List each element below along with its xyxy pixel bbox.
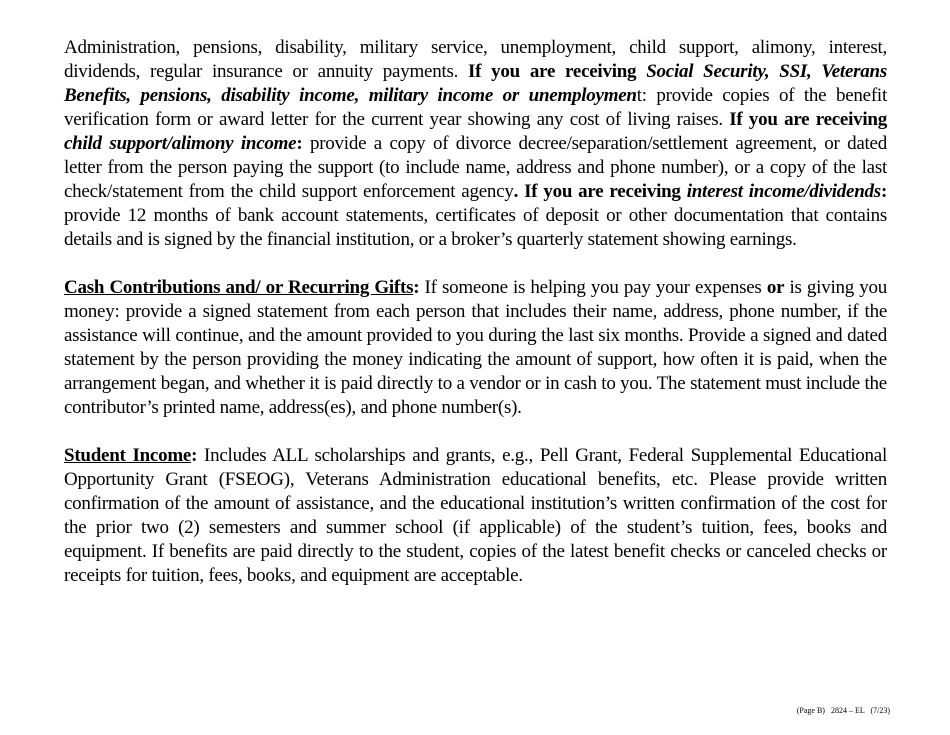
student-income-paragraph [64,444,887,588]
text: or [766,277,785,298]
income-documentation-paragraph [64,36,887,252]
text: child support/alimony income [64,133,297,154]
text: Administration, pensions, disability, military service, unemployment, child support, alimony, interest, dividends, regular insurance or annuity payments. [64,37,887,82]
document-page [64,36,887,612]
text: provide a copy of divorce decree/separation/settlement agreement, or dated letter from the person paying the support (to include name, address and phone number), or a copy of the last check/statement from the child support enforcement agency [64,133,887,202]
page-footer: (Page B) 2824 – EL (7/23) [796,706,890,715]
text: : [296,133,303,154]
section-heading: Student Income [64,445,192,466]
cash-contributions-paragraph [64,276,887,420]
text: Social Security, SSI, Veterans Benefits, pensions, disability income, military income or unemploymen [64,61,888,106]
text: : [880,181,888,202]
text: provide 12 months of bank account statements, certificates of deposit or other documentation that contains details and is signed by the financial institution, or a broker’s quarterly statement showing earnings. [64,205,887,250]
text: If you are receiving [468,61,647,82]
text: If someone is helping you pay your expenses [419,277,767,298]
text: t: provide copies of the benefit verification form or award letter for the current year showing any cost of living raises. [64,85,887,130]
text: : [413,277,420,298]
section-heading: Cash Contributions and/ or Recurring Gifts [64,277,414,298]
text: : [191,445,198,466]
text: interest income/dividends [686,181,881,202]
text: is giving you money: provide a signed statement from each person that includes their name, address, phone number, if the assistance will continue, and the amount provided to you during the last six months. Provide a signed and dated statement by the person providing the money indicating the amount of support, how often it is paid, when the arrangement began, and whether it is paid directly to a vendor or in cash to you. The statement must include the contributor’s printed name, address(es), and phone number(s). [64,277,887,418]
text: Includes ALL scholarships and grants, e.g., Pell Grant, Federal Supplemental Educational Opportunity Grant (FSEOG), Veterans Administration educational benefits, etc. Please provide written confirmation of the amount of assistance, and the educational institution’s written confirmation of the cost for the prior two (2) semesters and summer school (if applicable) of the student’s tuition, fees, books and equipment. If benefits are paid directly to the student, copies of the latest benefit checks or canceled checks or receipts for tuition, fees, books, and equipment are acceptable. [64,445,887,586]
text: . If you are receiving [513,181,687,202]
text: If you are receiving [729,109,887,130]
